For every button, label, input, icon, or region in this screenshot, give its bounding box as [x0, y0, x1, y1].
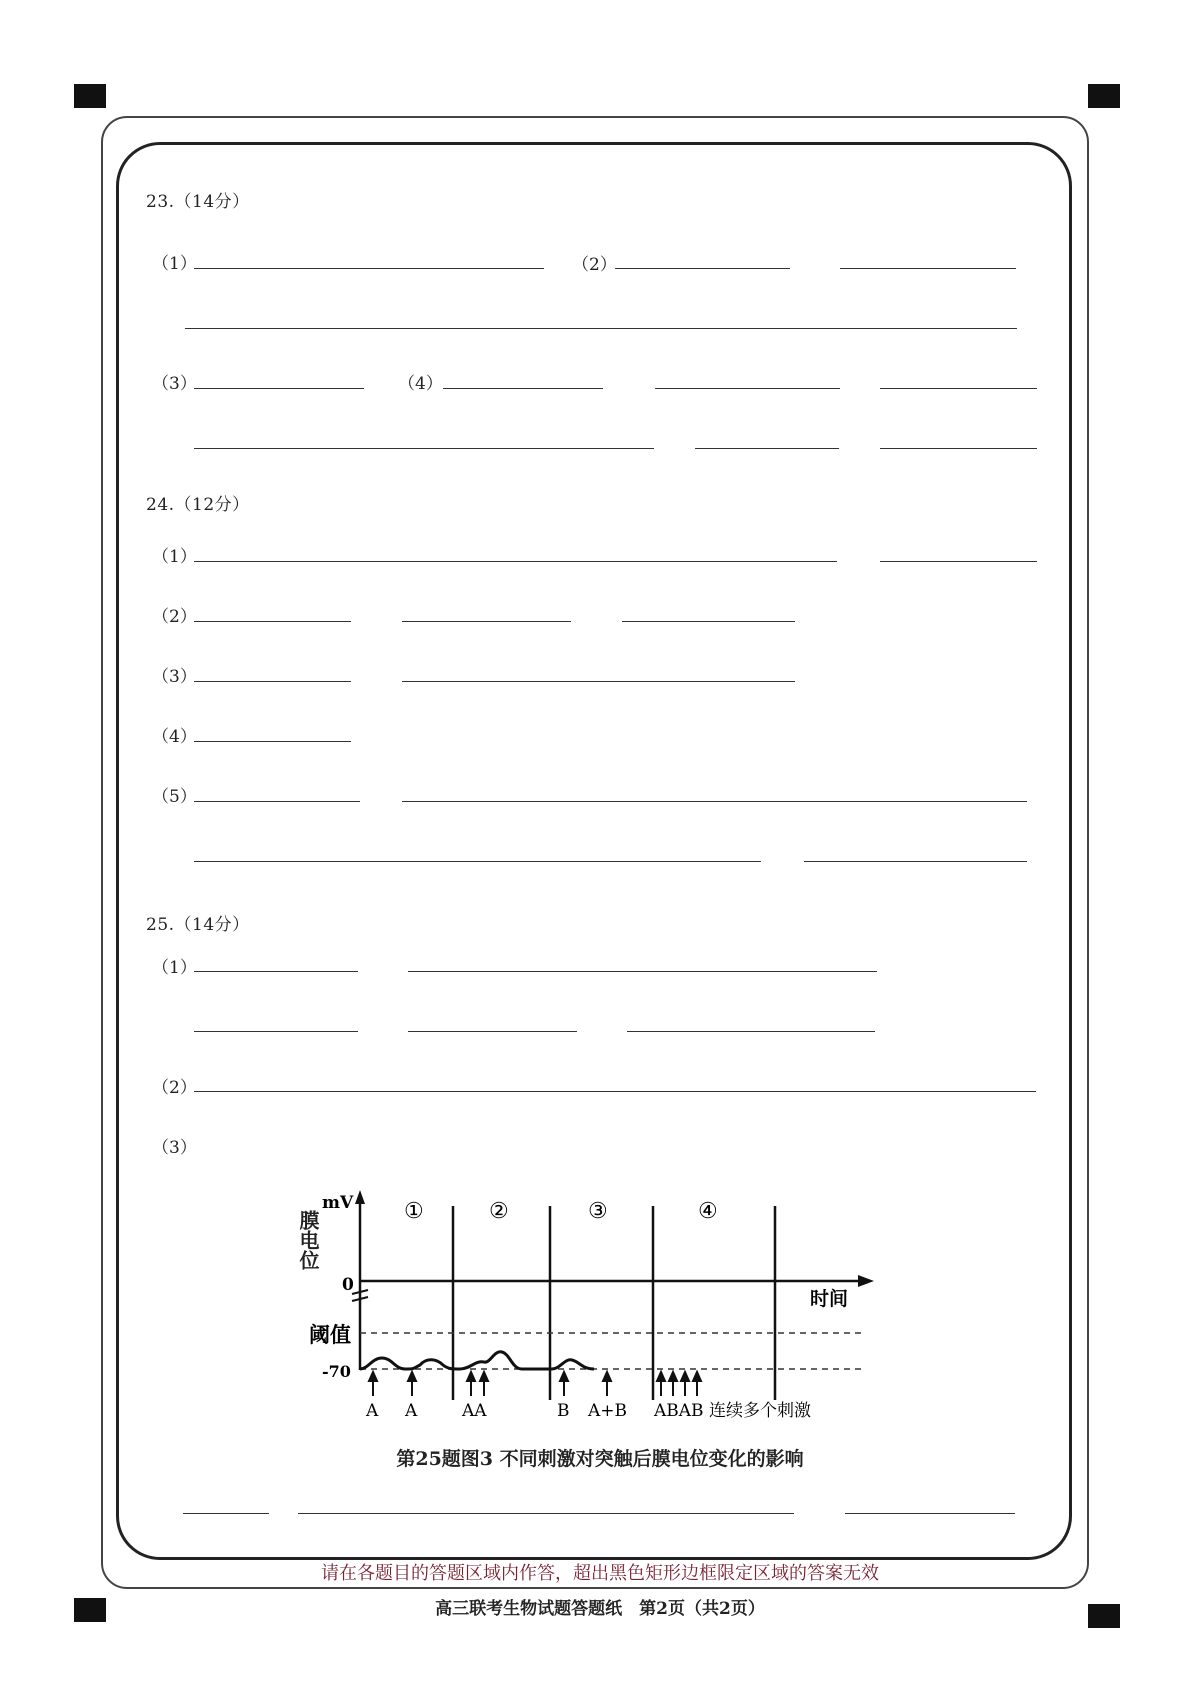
- q24-label-2: （2）: [152, 607, 197, 627]
- q25-answer-line[interactable]: [298, 1513, 794, 1514]
- section-label-2: ②: [489, 1199, 509, 1224]
- potential-trace: [360, 1352, 594, 1369]
- section-label-3: ③: [588, 1199, 608, 1224]
- answer-area-warning: 请在各题目的答题区域内作答，超出黑色矩形边框限定区域的答案无效: [321, 1563, 879, 1584]
- resting-label: -70: [322, 1362, 351, 1381]
- q24-label-4: （4）: [152, 727, 197, 747]
- stimulus-label: ABAB 连续多个刺激: [654, 1401, 811, 1421]
- q23-label-2: （2）: [572, 255, 617, 275]
- stimulus-label: B: [557, 1401, 570, 1421]
- q23-label-1: （1）: [152, 254, 197, 274]
- q25-answer-line[interactable]: [845, 1513, 1015, 1514]
- y-axis-label: 膜电位: [296, 1210, 320, 1270]
- q25-label-3: （3）: [152, 1138, 197, 1158]
- x-axis-label: 时间: [810, 1288, 849, 1310]
- q24-label-3: （3）: [152, 667, 197, 687]
- figure-x-axis-arrow: [858, 1275, 874, 1287]
- stimulus-arrows: [369, 1372, 701, 1396]
- question-24-title: 24.（12分）: [146, 495, 250, 515]
- stimulus-label: A: [366, 1401, 379, 1421]
- y-axis-unit: mV: [322, 1193, 354, 1213]
- q24-label-5: （5）: [152, 787, 197, 807]
- stimulus-label: AA: [462, 1401, 487, 1421]
- stimulus-label: A+B: [588, 1401, 628, 1421]
- q23-label-3: （3）: [152, 374, 197, 394]
- question-23-title: 23.（14分）: [146, 192, 250, 212]
- page-info: 高三联考生物试题答题纸 第2页（共2页）: [435, 1599, 765, 1619]
- q25-label-1: （1）: [152, 958, 197, 978]
- q23-label-4: （4）: [398, 374, 443, 394]
- q24-label-1: （1）: [152, 547, 197, 567]
- figure-caption: 第25题图3 不同刺激对突触后膜电位变化的影响: [396, 1448, 804, 1470]
- zero-label: 0: [342, 1275, 354, 1295]
- figure-y-axis-arrow: [355, 1190, 365, 1204]
- question-25-title: 25.（14分）: [146, 915, 250, 935]
- section-label-1: ①: [404, 1199, 424, 1224]
- q25-answer-line[interactable]: [183, 1513, 269, 1514]
- q25-label-2: （2）: [152, 1078, 197, 1098]
- threshold-label: 阈值: [309, 1322, 351, 1347]
- stimulus-label: A: [405, 1401, 418, 1421]
- section-label-4: ④: [698, 1199, 718, 1224]
